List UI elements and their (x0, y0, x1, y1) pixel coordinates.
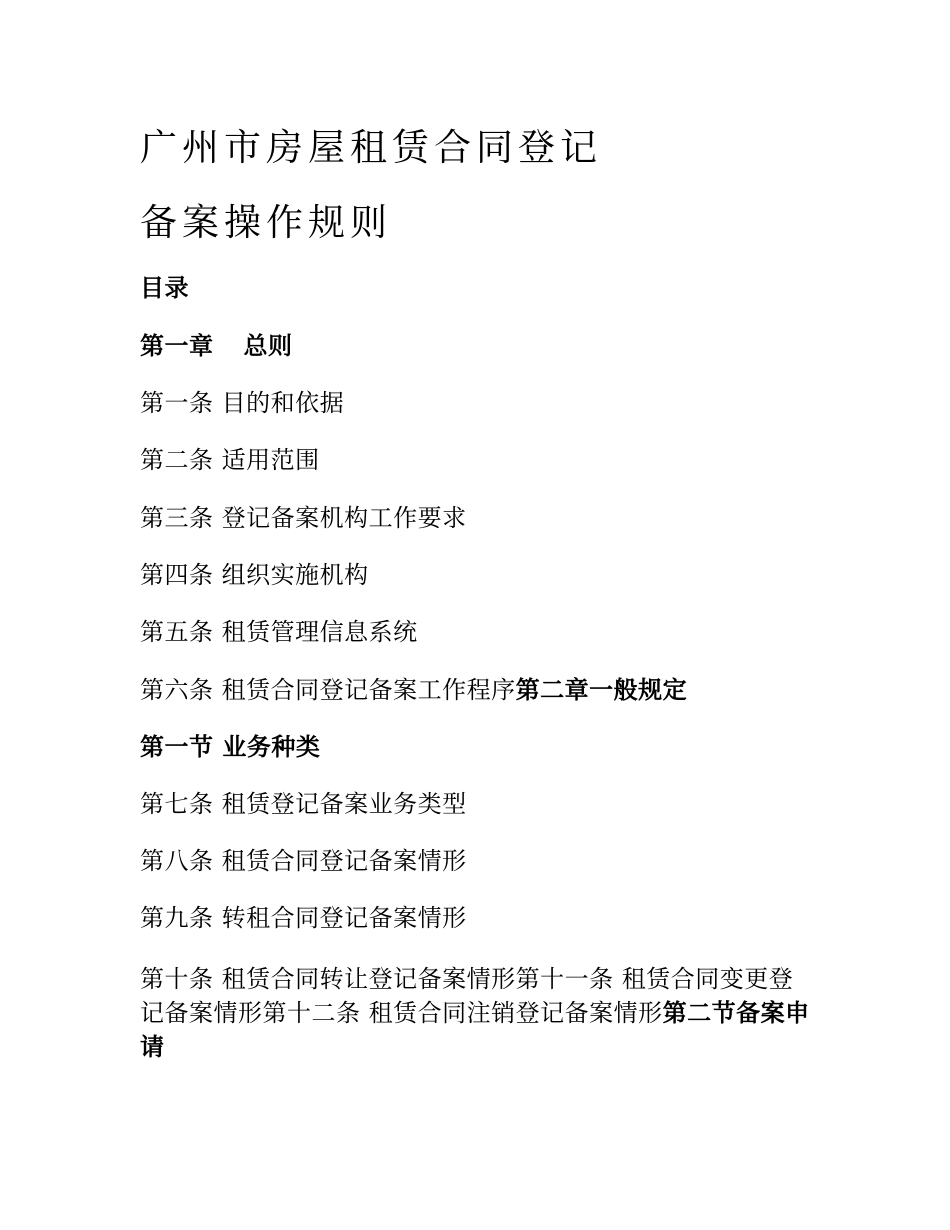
toc-heading: 目录 (140, 274, 189, 302)
section-1-heading: 第一节 业务种类 (140, 733, 321, 761)
toc-article-4: 第四条 组织实施机构 (140, 561, 369, 589)
toc-articles-10-12: 第十条 租赁合同转让登记备案情形第十一条 租赁合同变更登记备案情形第十二条 租赁合同注销登记备案情形 (140, 965, 794, 1027)
chapter-1-name: 总则 (243, 332, 293, 360)
section-2-heading: 第二节备案申请 (140, 999, 810, 1061)
toc-article-6: 第六条 租赁合同登记备案工作程序 (140, 676, 516, 704)
toc-article-1: 第一条 目的和依据 (140, 389, 345, 417)
toc-article-5: 第五条 租赁管理信息系统 (140, 618, 418, 646)
toc-articles-10-12-paragraph (140, 962, 810, 1064)
document-title-line-1: 广州市房屋租赁合同登记 (140, 126, 602, 169)
toc-article-7: 第七条 租赁登记备案业务类型 (140, 790, 467, 818)
toc-article-3: 第三条 登记备案机构工作要求 (140, 504, 467, 532)
document-title-line-2: 备案操作规则 (140, 201, 392, 244)
chapter-1-heading (140, 334, 293, 358)
toc-article-8: 第八条 租赁合同登记备案情形 (140, 847, 467, 875)
toc-article-6-line (140, 678, 687, 702)
toc-article-2: 第二条 适用范围 (140, 446, 320, 474)
chapter-1-label: 第一章 (140, 332, 214, 360)
chapter-2-heading: 第二章一般规定 (515, 676, 688, 704)
toc-article-9: 第九条 转租合同登记备案情形 (140, 904, 467, 932)
